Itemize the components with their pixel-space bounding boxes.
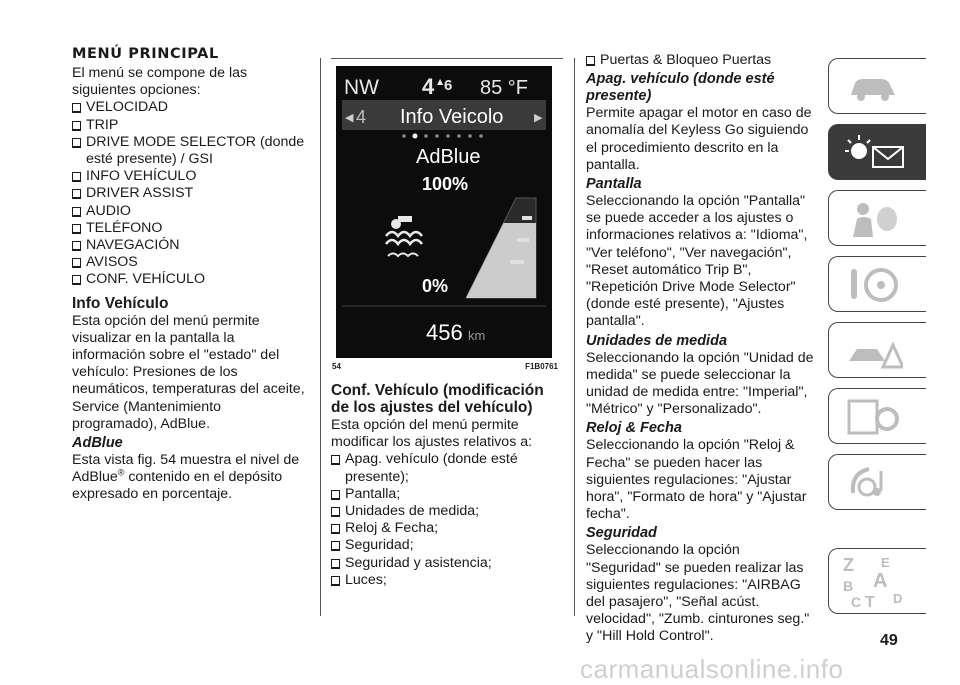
checkbox-bullet-icon bbox=[586, 56, 595, 64]
continued-list bbox=[586, 52, 818, 69]
svg-text:B: B bbox=[843, 578, 854, 594]
car-icon bbox=[843, 67, 903, 107]
maintenance-gear-icon bbox=[843, 397, 903, 437]
checkbox-bullet-icon bbox=[72, 258, 81, 266]
right-arrow-icon: ▶ bbox=[534, 111, 543, 124]
conf-intro: Esta opción del menú permite modificar los ajustes relativos a: bbox=[331, 417, 533, 451]
unidades-paragraph: Seleccionando la opción "Unidad de medida" se puede seleccionar la unidad de medida entre: "Imperial", "Métrico" y "Personalizado". bbox=[586, 349, 814, 418]
list-item: CONF. VEHÍCULO bbox=[72, 271, 308, 288]
checkbox-bullet-icon bbox=[331, 559, 340, 567]
menu-number: 4 bbox=[356, 107, 367, 127]
level-min-label: 0% bbox=[422, 276, 449, 296]
checkbox-bullet-icon bbox=[72, 121, 81, 129]
page-dot bbox=[413, 134, 418, 139]
section-heading-info: Info Vehículo bbox=[72, 294, 169, 312]
menu-title: Info Veicolo bbox=[400, 106, 504, 128]
svg-text:E: E bbox=[881, 555, 890, 570]
pantalla-paragraph: Seleccionando la opción "Pantalla" se puede acceder a los ajustes o informaciones relativos a: "Idioma", "Ver teléfono", "Ver navegación", "Reset automático Trip B", "Repetición Drive Mode Selector" (donde esté presente), "Ajustes pantalla". bbox=[586, 193, 808, 330]
adblue-paragraph bbox=[72, 452, 308, 504]
list-item: Seguridad y asistencia; bbox=[331, 555, 563, 572]
list-item: AUDIO bbox=[72, 203, 308, 220]
next-gear: 6 bbox=[444, 77, 453, 94]
checkbox-bullet-icon bbox=[72, 207, 81, 215]
figure-number: 54 bbox=[332, 362, 341, 371]
list-item: VELOCIDAD bbox=[72, 99, 308, 116]
list-item: Pantalla; bbox=[331, 486, 563, 503]
page-dot bbox=[479, 134, 483, 138]
section-heading-conf: Conf. Vehículo (modificación de los ajustes del vehículo) bbox=[331, 382, 544, 416]
gauge-fill bbox=[466, 223, 536, 298]
checkbox-bullet-icon bbox=[72, 138, 81, 146]
gear-upshift-icon: ▲ bbox=[437, 77, 444, 86]
page-dot bbox=[446, 134, 450, 138]
tab-car[interactable] bbox=[828, 58, 926, 114]
svg-text:D: D bbox=[893, 591, 903, 606]
list-item: Luces; bbox=[331, 572, 563, 589]
list-item: TRIP bbox=[72, 117, 308, 134]
page-dot bbox=[424, 134, 428, 138]
checkbox-bullet-icon bbox=[72, 103, 81, 111]
page-number: 49 bbox=[880, 632, 898, 649]
list-item: AVISOS bbox=[72, 254, 308, 271]
info-paragraph: Esta opción del menú permite visualizar en la pantalla la información sobre el "estado" del vehículo: Presiones de los neumáticos, temperaturas del aceite, Service (Mantenimiento programado), AdBlue. bbox=[72, 312, 305, 432]
figure-caption bbox=[332, 362, 558, 371]
key-steering-wheel-icon bbox=[843, 265, 903, 305]
page-dot bbox=[468, 134, 472, 138]
checkbox-bullet-icon bbox=[331, 524, 340, 532]
column-divider-2 bbox=[574, 58, 575, 616]
checkbox-bullet-icon bbox=[331, 490, 340, 498]
list-item: Apag. vehículo (donde esté presente); bbox=[331, 451, 563, 485]
checkbox-bullet-icon bbox=[72, 275, 81, 283]
list-item: INFO VEHÍCULO bbox=[72, 168, 308, 185]
list-item: Seguridad; bbox=[331, 537, 563, 554]
subheading-unidades: Unidades de medida bbox=[586, 332, 728, 349]
instrument-cluster-figure bbox=[336, 66, 552, 358]
tab-safety[interactable] bbox=[828, 190, 926, 246]
menu-options-list bbox=[72, 99, 308, 288]
subheading-apag: Apag. vehículo (donde esté presente) bbox=[586, 71, 775, 105]
checkbox-bullet-icon bbox=[72, 224, 81, 232]
seatbelt-airbag-icon bbox=[843, 199, 903, 239]
item-title: AdBlue bbox=[416, 146, 481, 168]
tab-multimedia[interactable] bbox=[828, 454, 926, 510]
tab-warning-lights[interactable] bbox=[828, 124, 926, 180]
menu-intro: El menú se compone de las siguientes opciones: bbox=[72, 65, 248, 99]
checkbox-bullet-icon bbox=[72, 172, 81, 180]
index-letters-icon bbox=[837, 553, 907, 609]
conf-options-list bbox=[331, 451, 563, 589]
svg-text:T: T bbox=[865, 594, 875, 609]
gear-indicator: 4 bbox=[422, 74, 435, 99]
multimedia-icon bbox=[843, 463, 903, 503]
emergency-triangle-icon bbox=[843, 331, 903, 371]
checkbox-bullet-icon bbox=[331, 455, 340, 463]
list-item: Puertas & Bloqueo Puertas bbox=[586, 52, 818, 69]
section-heading-menu: MENÚ PRINCIPAL bbox=[72, 46, 219, 62]
svg-text:C: C bbox=[851, 594, 862, 609]
subheading-seguridad: Seguridad bbox=[586, 525, 657, 542]
tab-maintenance[interactable] bbox=[828, 388, 926, 444]
column-3 bbox=[586, 52, 818, 646]
figure-top-rule bbox=[331, 58, 563, 59]
odometer-value: 456 bbox=[426, 320, 463, 345]
page-dot bbox=[457, 134, 461, 138]
tab-starting-driving[interactable] bbox=[828, 256, 926, 312]
list-item: DRIVE MODE SELECTOR (donde esté presente) / GSI bbox=[72, 134, 308, 168]
subheading-pantalla: Pantalla bbox=[586, 176, 642, 193]
checkbox-bullet-icon bbox=[72, 241, 81, 249]
svg-text:A: A bbox=[873, 570, 888, 592]
list-item: TELÉFONO bbox=[72, 220, 308, 237]
page-dot bbox=[435, 134, 439, 138]
figure-code: F1B0761 bbox=[525, 362, 558, 371]
column-divider-1 bbox=[320, 58, 321, 616]
outside-temperature: 85 °F bbox=[480, 77, 529, 99]
cluster-display-svg bbox=[336, 66, 552, 358]
left-arrow-icon: ◀ bbox=[345, 111, 354, 124]
list-item: NAVEGACIÓN bbox=[72, 237, 308, 254]
warning-lights-icon bbox=[843, 133, 909, 173]
list-item: Unidades de medida; bbox=[331, 503, 563, 520]
svg-text:Z: Z bbox=[843, 555, 854, 575]
checkbox-bullet-icon bbox=[331, 507, 340, 515]
checkbox-bullet-icon bbox=[72, 189, 81, 197]
adblue-text-a: Esta vista fig. 54 muestra el nivel de AdBlue bbox=[72, 452, 300, 486]
checkbox-bullet-icon bbox=[331, 576, 340, 584]
subheading-adblue: AdBlue bbox=[72, 435, 123, 452]
column-2 bbox=[331, 382, 563, 589]
level-max-label: 100% bbox=[422, 174, 469, 194]
tab-index[interactable] bbox=[828, 548, 926, 614]
watermark: carmanualsonline.info bbox=[580, 654, 844, 684]
tab-emergency[interactable] bbox=[828, 322, 926, 378]
page-dot bbox=[402, 134, 406, 138]
page-dots bbox=[402, 134, 483, 139]
odometer-unit: km bbox=[468, 328, 486, 343]
subheading-reloj: Reloj & Fecha bbox=[586, 420, 682, 437]
column-1 bbox=[72, 46, 308, 504]
list-item: DRIVER ASSIST bbox=[72, 185, 308, 202]
compass-heading: NW bbox=[344, 76, 379, 99]
adblue-tank-icon bbox=[386, 216, 422, 256]
seguridad-paragraph: Seleccionando la opción "Seguridad" se pueden realizar las siguientes regulaciones: "AIRBAG del pasajero", "Señal acúst. velocidad", "Zumb. cinturones seg." y "Hill Hold Control". bbox=[586, 542, 810, 645]
checkbox-bullet-icon bbox=[331, 541, 340, 549]
list-item: Reloj & Fecha; bbox=[331, 520, 563, 537]
reloj-paragraph: Seleccionando la opción "Reloj & Fecha" se pueden hacer las siguientes regulaciones: "Ajustar hora", "Formato de hora" y "Ajustar fecha". bbox=[586, 437, 807, 523]
adblue-text-b: contenido en el depósito expresado en porcentaje. bbox=[72, 469, 283, 503]
registered-mark: ® bbox=[117, 467, 125, 478]
apag-paragraph: Permite apagar el motor en caso de anomalía del Keyless Go siguiendo el procedimiento descrito en la pantalla. bbox=[586, 105, 812, 173]
